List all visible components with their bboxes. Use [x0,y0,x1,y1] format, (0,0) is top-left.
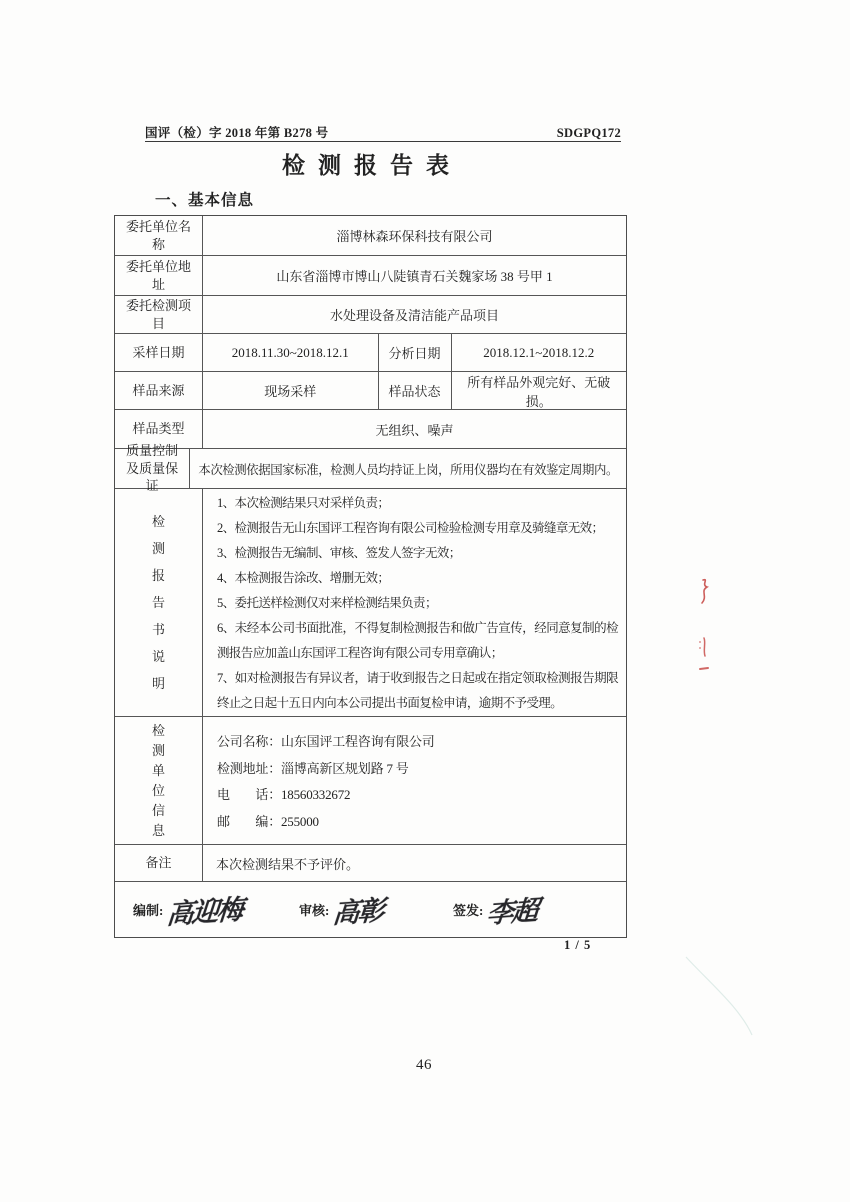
row-label: 样品类型 [115,410,203,448]
statement-item: 6、未经本公司书面批准，不得复制检测报告和做广告宣传，经同意复制的检测报告应加盖山东国评工程咨询有限公司专用章确认； [217,621,618,660]
sample-status-value: 所有样品外观完好、无破损。 [467,374,611,409]
prepared-by-group [133,882,242,937]
statement-item: 2、检测报告无山东国评工程咨询有限公司检验检测专用章及骑缝章无效； [217,521,604,535]
scan-page-number: 46 [416,1057,432,1073]
page-title: 检测报告表 [282,153,462,178]
statement-item: 4、本检测报告涂改、增删无效； [217,571,390,585]
table-row-client-address [115,256,626,296]
page-indicator: 1 / 5 [564,938,592,952]
statement-item: 1、本次检测结果只对采样负责； [217,496,390,510]
row-label: 备注 [115,845,203,881]
basic-info-table [114,215,627,938]
reviewed-by-signature: 高彰 [331,895,385,929]
row-label: 委托单位地址 [115,256,203,295]
reviewed-by-label: 审核: [299,903,330,918]
statement-item: 5、委托送样检测仅对来样检测结果负责； [217,596,437,610]
row-value: 淄博林森环保科技有限公司 [336,229,493,244]
document-number-line [145,122,621,142]
lab-postcode: 邮 编：255000 [217,814,319,830]
row-label: 样品来源 [115,372,203,409]
row-label-vertical: 检 测 报 告 书 说 明 [115,489,203,716]
row-value: 无组织、噪声 [375,422,454,438]
table-row-signatures [115,882,626,937]
lab-company-name: 公司名称：山东国评工程咨询有限公司 [217,733,435,749]
table-row-report-statement [115,489,626,717]
quality-control-text: 本次检测依据国家标准，检测人员均持证上岗，所用仪器均在有效鉴定周期内。 [198,462,618,477]
scan-artifact-line [680,953,755,1038]
lab-info-lines [203,717,626,844]
table-row-sample-type [115,410,626,449]
table-row-client-name [115,216,626,256]
table-row-sample-source [115,372,626,410]
row-label: 质量控制及质量保证 [115,449,190,488]
row-label-vertical: 检 测 单 位 信 息 [115,717,203,844]
row-value: 山东省淄博市博山八陡镇青石关魏家场 38 号甲 1 [276,269,553,284]
sample-status-label: 样品状态 [379,372,452,409]
sample-source-value: 现场采样 [203,372,379,409]
prepared-by-signature: 高迎梅 [165,894,244,930]
row-label: 采样日期 [115,334,203,371]
prepared-by-label: 编制: [133,903,164,918]
table-row-test-project [115,296,626,334]
lab-address: 检测地址：淄博高新区规划路 7 号 [217,760,409,776]
section-heading-basic-info: 一、基本信息 [155,192,255,209]
table-row-lab-info [115,717,626,845]
document-number-right: SDGPQ172 [556,126,621,140]
table-row-quality-control [115,443,626,494]
statement-item: 3、检测报告无编制、审核、签发人签字无效； [217,546,461,560]
issued-by-signature: 李超 [485,895,539,929]
report-statement-list [203,489,626,716]
analysis-date-label: 分析日期 [379,334,452,371]
table-row-sampling-date [115,334,626,372]
statement-item: 7、如对检测报告有异议者，请于收到报告之日起或在指定领取检测报告期限终止之日起十五日内向本公司提出书面复检申请，逾期不予受理。 [217,671,618,710]
issued-by-group [453,882,537,937]
document-number-left: 国评（检）字 2018 年第 B278 号 [145,126,329,140]
red-pen-marks [694,576,716,678]
row-value: 水处理设备及清洁能产品项目 [329,308,499,323]
reviewed-by-group [299,882,383,937]
row-label: 委托检测项目 [115,296,203,333]
remarks-value: 本次检测结果不予评价。 [216,856,360,872]
sampling-date-value: 2018.11.30~2018.12.1 [203,334,379,371]
table-row-remarks [115,845,626,882]
issued-by-label: 签发: [453,903,484,918]
analysis-date-value: 2018.12.1~2018.12.2 [483,344,595,360]
lab-phone: 电 话：18560332672 [217,787,351,803]
row-label: 委托单位名称 [115,216,203,255]
